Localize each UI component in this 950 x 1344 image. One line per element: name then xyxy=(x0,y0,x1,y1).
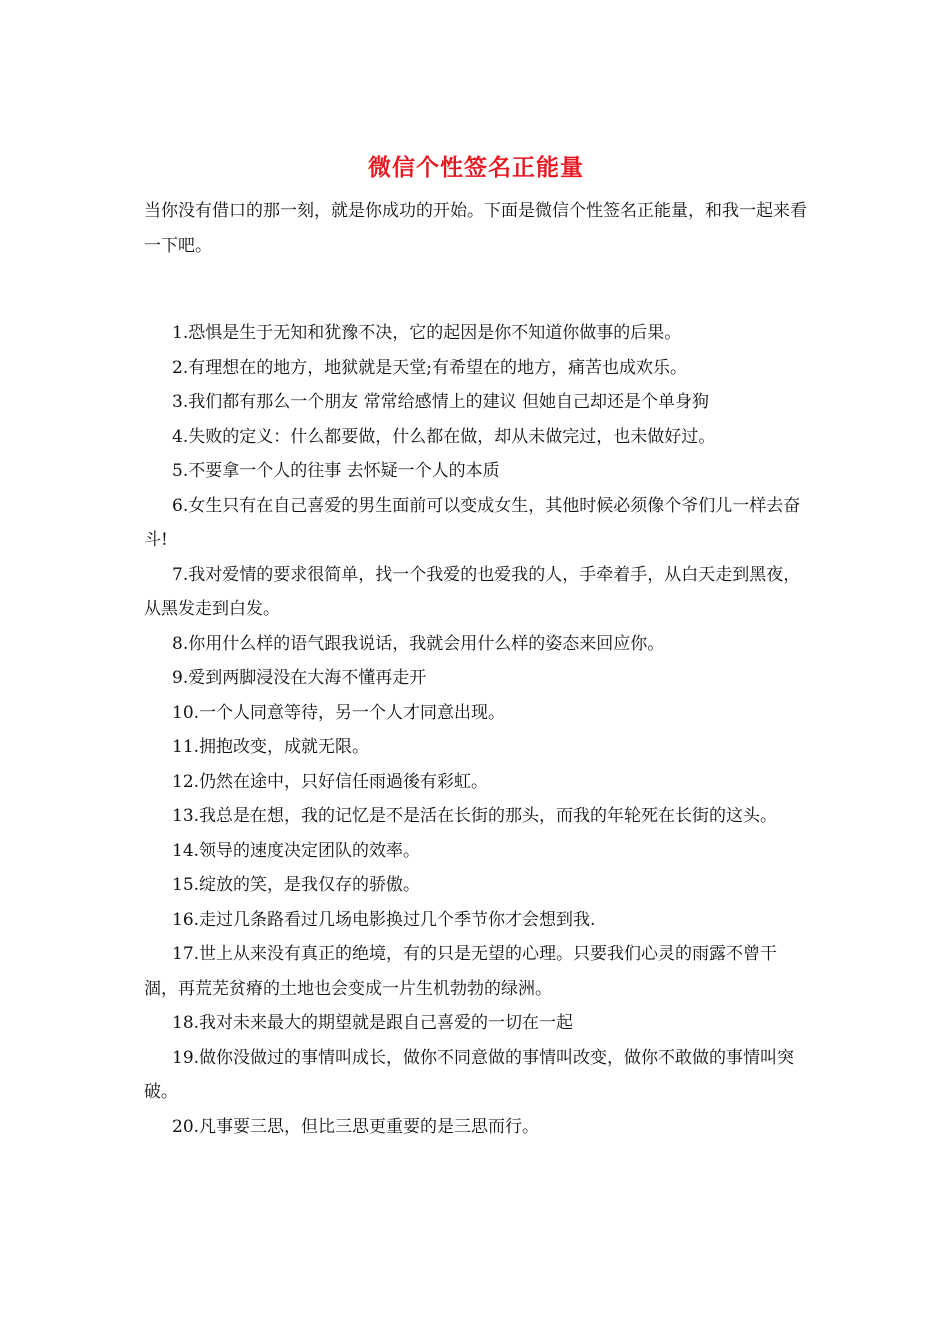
list-item: 2.有理想在的地方，地狱就是天堂;有希望在的地方，痛苦也成欢乐。 xyxy=(172,357,687,378)
list-item: 8.你用什么样的语气跟我说话，我就会用什么样的姿态来回应你。 xyxy=(172,633,665,654)
list-item: 13.我总是在想，我的记忆是不是活在长街的那头，而我的年轮死在长街的这头。 xyxy=(172,806,778,826)
list-item: 17.世上从来没有真正的绝境，有的只是无望的心理。只要我们心灵的雨露不曾干涸，再荒芜贫瘠的土地也会变成一片生机勃勃的绿洲。 xyxy=(144,944,778,999)
list-item: 10.一个人同意等待，另一个人才同意出现。 xyxy=(172,702,506,723)
list-item: 7.我对爱情的要求很简单，找一个我爱的也爱我的人，手牵着手，从白天走到黑夜，从黑发走到白发。 xyxy=(144,564,801,619)
list-item: 3.我们都有那么一个朋友 常常给感情上的建议 但她自己却还是个单身狗 xyxy=(172,392,710,412)
list-item: 14.领导的速度决定团队的效率。 xyxy=(172,840,421,861)
list-item: 19.做你没做过的事情叫成长，做你不同意做的事情叫改变，做你不敢做的事情叫突破。 xyxy=(144,1047,795,1102)
list-item: 6.女生只有在自己喜爱的男生面前可以变成女生，其他时候必须像个爷们儿一样去奋斗! xyxy=(144,495,801,550)
list-item: 18.我对未来最大的期望就是跟自己喜爱的一切在一起 xyxy=(172,1013,574,1033)
list-item: 20.凡事要三思，但比三思更重要的是三思而行。 xyxy=(172,1116,540,1137)
intro-paragraph: 当你没有借口的那一刻，就是你成功的开始。下面是微信个性签名正能量，和我一起来看一下吧。 xyxy=(144,201,807,256)
list-item: 12.仍然在途中，只好信任雨過後有彩虹。 xyxy=(172,771,489,792)
list-item: 9.爱到两脚浸没在大海不懂再走开 xyxy=(172,668,427,688)
quote-list xyxy=(144,316,808,1144)
blank-line xyxy=(144,264,808,316)
list-item: 1.恐惧是生于无知和犹豫不决，它的起因是你不知道你做事的后果。 xyxy=(172,323,682,343)
list-item: 15.绽放的笑，是我仅存的骄傲。 xyxy=(172,875,421,895)
list-item: 11.拥抱改变，成就无限。 xyxy=(172,737,370,757)
list-item: 4.失败的定义：什么都要做，什么都在做，却从未做完过，也未做好过。 xyxy=(172,426,716,447)
document-body xyxy=(144,148,808,1144)
list-item: 16.走过几条路看过几场电影换过几个季节你才会想到我. xyxy=(172,909,596,930)
list-item: 5.不要拿一个人的往事 去怀疑一个人的本质 xyxy=(172,461,500,481)
page-title: 微信个性签名正能量 xyxy=(368,155,584,181)
